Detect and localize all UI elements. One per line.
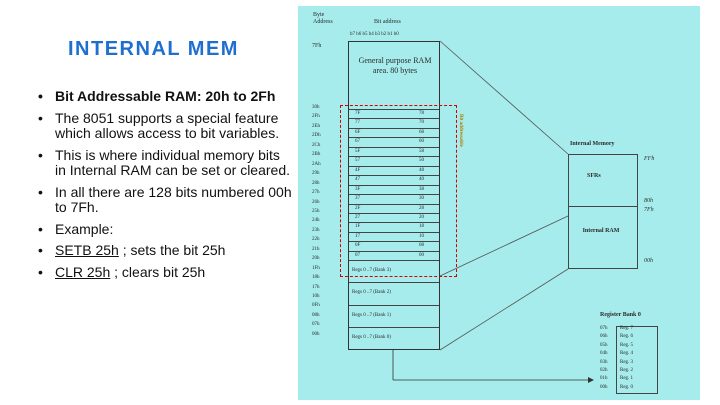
byte-address: 20h [312,256,320,262]
bit-low: 48 [419,167,424,173]
byte-address: 29h [312,171,320,177]
internal-ram-label: Internal RAM [582,228,620,234]
addr-80h: 80h [644,198,653,204]
reg-address: 04h [600,351,608,357]
byte-address: 18h [312,275,320,281]
bit-high: 2F [355,205,361,211]
addr-00h: 00h [644,258,653,264]
bit-high: 4F [355,167,361,173]
reg-bank-label: Regs 0 ..7 (Bank 1) [352,312,391,318]
byte-address: 2Bh [312,152,321,158]
reg-address: 06h [600,334,608,340]
bit-high: 5F [355,148,361,154]
sfrs-label: SFRs [587,173,601,179]
addr-7fh: 7Fh [644,207,654,213]
reg-address: 05h [600,342,608,348]
clr-comment: ; clears bit 25h [110,263,206,280]
bit-low: 68 [419,129,424,135]
byte-address: 28h [312,180,320,186]
internal-memory-title: Internal Memory [570,141,615,147]
bit-low: 18 [419,224,424,230]
top-address: 7Fh [312,43,322,49]
reg-name: Reg. 4 [620,351,634,357]
byte-address: 26h [312,199,320,205]
byte-address: 2Ch [312,142,321,148]
bit-high: 17 [355,233,360,239]
byte-address: 2Ah [312,161,321,167]
byte-address: 1Fh [312,265,320,271]
reg-name: Reg. 0 [620,384,634,390]
connector-lines [298,6,700,400]
byte-address: 30h [312,105,320,110]
byte-address: 08h [312,312,320,318]
bullet-list [38,89,293,286]
bit-low: 78 [419,111,424,116]
byte-address-label: Byte Address [313,12,333,25]
reg-address: 00h [600,384,608,390]
bit-low: 28 [419,205,424,211]
bit-low: 10 [419,233,424,239]
byte-address: 17h [312,284,320,290]
bullet-item: • In all there are 128 bits numbered 00h to 7Fh. [38,185,293,216]
byte-address: 27h [312,190,320,196]
clr-code: CLR 25h [55,263,111,280]
bit-high: 1F [355,224,361,230]
reg-name: Reg. 3 [620,359,634,365]
reg-bank-label: Regs 0 ..7 (Bank 2) [352,290,391,296]
byte-address: 00h [312,331,320,337]
bit-high: 7F [355,111,361,116]
reg-bank-label: Regs 0 ..7 (Bank 0) [352,334,391,340]
bit-low: 70 [419,120,424,126]
bullet-item: • This is where individual memory bits in Internal RAM can be set or cleared. [38,148,293,179]
reg-address: 01h [600,376,608,382]
bit-low: 00 [419,252,424,258]
setb-code: SETB 25h [55,242,119,258]
reg-address: 07h [600,326,608,331]
memory-map-figure [298,6,700,400]
byte-address: 2Fh [312,114,320,120]
bit-high: 57 [355,158,360,164]
reg-address: 03h [600,359,608,365]
example-clr [38,265,293,281]
byte-address: 2Dh [312,133,321,139]
byte-address: 23h [312,227,320,233]
bit-low: 30 [419,196,424,202]
bit-high: 67 [355,139,360,145]
bit-high: 77 [355,120,360,126]
gp-ram-label: General purpose RAM area. 80 bytes [358,56,432,75]
bit-high: 6F [355,129,361,135]
byte-address: 0Fh [312,303,320,309]
bit-low: 38 [419,186,424,192]
reg-address: 02h [600,368,608,373]
reg-name: Reg. 5 [620,342,634,348]
bit-high: 27 [355,214,360,220]
slide-title: INTERNAL MEM [68,38,239,60]
byte-address: 2Eh [312,123,321,129]
reg-name: Reg. 7 [620,326,634,331]
reg-name: Reg. 1 [620,376,634,382]
byte-address: 21h [312,246,320,252]
bullet-item: • Bit Addressable RAM: 20h to 2Fh [38,89,293,105]
setb-comment: ; sets the bit 25h [118,242,226,258]
example-setb [38,243,293,259]
addr-ffh: FFh [644,156,655,162]
bit-low: 20 [419,214,424,220]
register-bank-title: Register Bank 0 [600,312,641,318]
bullet-item: • Example: [38,222,293,238]
bit-low: 50 [419,158,424,164]
bit-addressable-vertical-label: Bit addressable [458,114,463,147]
reg-bank-label: Regs 0 ..7 (Bank 3) [352,268,391,274]
reg-name: Reg. 2 [620,368,634,373]
reg-name: Reg. 6 [620,334,634,340]
bit-low: 08 [419,243,424,249]
bit-high: 0F [355,243,361,249]
bullet-item: • The 8051 supports a special feature which allows access to bit variables. [38,111,293,142]
bit-low: 40 [419,177,424,183]
bit-header: b7 b6 b5 b4 b3 b2 b1 b0 [350,32,399,37]
bit-high: 37 [355,196,360,202]
byte-address: 07h [312,322,320,328]
byte-address: 24h [312,218,320,224]
bit-high: 3F [355,186,361,192]
byte-address: 10h [312,294,320,299]
bit-high: 07 [355,252,360,258]
bit-low: 58 [419,148,424,154]
bit-low: 60 [419,139,424,145]
byte-address: 22h [312,237,320,243]
bit-address-label: Bit address [374,19,401,25]
byte-address: 25h [312,208,320,214]
bit-high: 47 [355,177,360,183]
